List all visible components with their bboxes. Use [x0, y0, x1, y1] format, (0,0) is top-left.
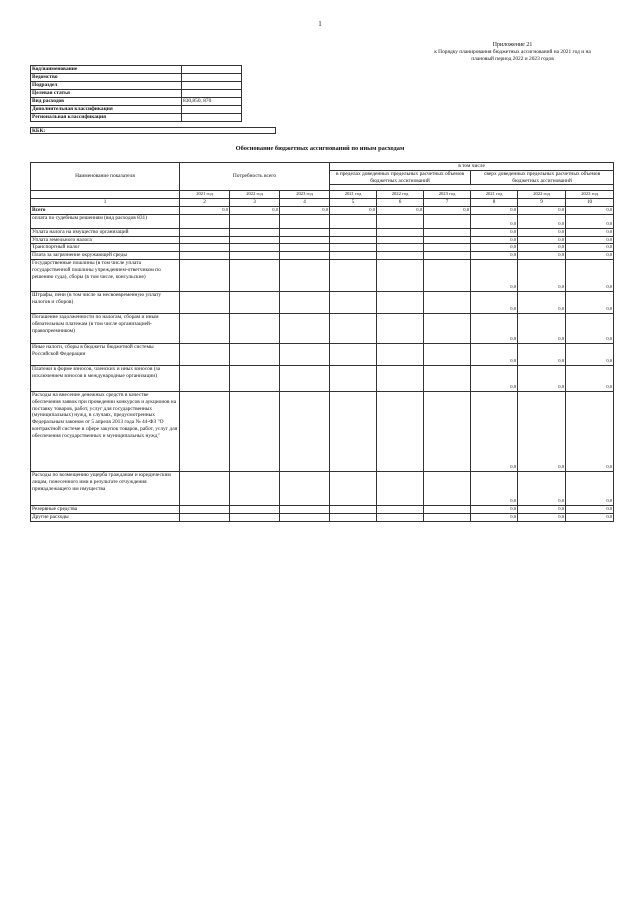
table-row [31, 252, 614, 260]
row-value [280, 391, 330, 471]
row-value [280, 228, 330, 236]
row-value: 0,0 [566, 228, 614, 236]
table-row [31, 291, 614, 313]
row-value: 0,0 [471, 513, 518, 521]
row-value [424, 214, 471, 228]
page-number: 1 [318, 20, 322, 28]
row-value [377, 244, 424, 252]
row-value: 0,0 [566, 365, 614, 391]
row-name: Другие расходы [31, 513, 180, 521]
row-value [330, 259, 377, 291]
row-value [424, 236, 471, 244]
col-header-within-limits: в пределах доведенных предельных расчетных объемов бюджетных ассигнований [330, 170, 471, 185]
row-value [280, 236, 330, 244]
row-value [280, 365, 330, 391]
row-value [280, 343, 330, 365]
row-value: 0,0 [566, 259, 614, 291]
row-value [377, 505, 424, 513]
table-row [31, 244, 614, 252]
row-value [424, 228, 471, 236]
row-name: Государственные пошлины (в том числе уплата государственной пошлины учреждением-ответчиком по решению суда), сборы (в том числе, консульские) [31, 259, 180, 291]
appendix-note [405, 42, 620, 63]
row-value: 0,0 [471, 244, 518, 252]
row-value [280, 313, 330, 343]
row-value [377, 313, 424, 343]
row-value [180, 228, 230, 236]
row-name: Расходы по возмещению ущерба гражданам и юридическим лицам, понесенного ими в результате отчуждения принадлежащего им имущества [31, 471, 180, 505]
header-row [31, 66, 242, 74]
row-value: 0,0 [230, 206, 280, 214]
column-index: 4 [280, 199, 330, 207]
row-value: 0,0 [518, 214, 566, 228]
document-title: Обоснование бюджетных ассигнований по иным расходам [235, 145, 405, 152]
row-value [424, 244, 471, 252]
row-value [230, 343, 280, 365]
year-header: 2023 год [566, 191, 614, 199]
row-value: 0,0 [566, 236, 614, 244]
row-value: 0,0 [518, 236, 566, 244]
row-value [377, 259, 424, 291]
row-value [180, 244, 230, 252]
row-value [330, 236, 377, 244]
row-value [230, 513, 280, 521]
years-row [31, 191, 614, 199]
col-header-need: Потребность всего [180, 163, 330, 191]
row-value: 0,0 [518, 343, 566, 365]
row-value [424, 291, 471, 313]
row-name: Штрафы, пени (в том числе за несвоевременную уплату налогов и сборов) [31, 291, 180, 313]
row-value: 0,0 [280, 206, 330, 214]
row-value [424, 471, 471, 505]
row-value: 0,0 [566, 391, 614, 471]
header-value [182, 114, 242, 122]
row-value: 0,0 [566, 343, 614, 365]
row-value: 0,0 [518, 505, 566, 513]
row-value [280, 214, 330, 228]
row-value: 0,0 [518, 313, 566, 343]
col-header-name: Наименование показателя [31, 163, 180, 191]
column-index: 5 [330, 199, 377, 207]
row-value [230, 252, 280, 260]
table-row [31, 228, 614, 236]
header-label: Ведомство [31, 74, 182, 82]
table-row [31, 259, 614, 291]
row-value: 0,0 [518, 228, 566, 236]
row-name: Уплата земельного налога [31, 236, 180, 244]
row-value: 0,0 [566, 206, 614, 214]
row-value [180, 471, 230, 505]
row-value [330, 365, 377, 391]
row-value: 0,0 [518, 252, 566, 260]
row-value [280, 471, 330, 505]
row-value [424, 313, 471, 343]
row-value: 0,0 [471, 259, 518, 291]
column-index: 2 [180, 199, 230, 207]
row-value [377, 391, 424, 471]
row-value [230, 228, 280, 236]
row-value [280, 244, 330, 252]
row-value [180, 214, 230, 228]
header-value [182, 66, 242, 74]
header-label: Вид расходов [31, 98, 182, 106]
header-row [31, 98, 242, 106]
year-header: 2021 год [330, 191, 377, 199]
row-name: Иные налоги, сборы в бюджеты бюджетной системы Российской Федерации [31, 343, 180, 365]
row-value: 0,0 [471, 365, 518, 391]
row-value [424, 343, 471, 365]
header-row [31, 74, 242, 82]
year-header: 2022 год [230, 191, 280, 199]
row-value: 0,0 [518, 513, 566, 521]
table-row [31, 313, 614, 343]
header-label: Целевая статья [31, 90, 182, 98]
header-value [182, 90, 242, 98]
row-value [424, 365, 471, 391]
kbk-label: КБК: [30, 127, 276, 134]
row-value [330, 513, 377, 521]
table-row [31, 513, 614, 521]
row-value [377, 471, 424, 505]
row-name: Резервные средства [31, 505, 180, 513]
row-value: 0,0 [377, 206, 424, 214]
row-value [230, 244, 280, 252]
row-value: 0,0 [471, 214, 518, 228]
column-index: 6 [377, 199, 424, 207]
row-value: 0,0 [471, 313, 518, 343]
row-value: 0,0 [518, 291, 566, 313]
row-value [180, 513, 230, 521]
table-row [31, 343, 614, 365]
header-row [31, 90, 242, 98]
header-value [182, 106, 242, 114]
row-value: 0,0 [471, 505, 518, 513]
row-value: 0,0 [566, 513, 614, 521]
row-value: 0,0 [566, 471, 614, 505]
appendix-line-1: к Порядку планирования бюджетных ассигнований на 2021 год и на [434, 49, 591, 55]
row-value [180, 343, 230, 365]
row-value: 0,0 [518, 206, 566, 214]
row-value [230, 471, 280, 505]
col-header-over-limits: сверх доведенных предельных расчетных объемов бюджетных ассигнований [471, 170, 614, 185]
row-value [330, 505, 377, 513]
row-name: Транспортный налог [31, 244, 180, 252]
row-value [424, 391, 471, 471]
year-header: 2022 год [377, 191, 424, 199]
row-value [424, 259, 471, 291]
row-value [424, 513, 471, 521]
row-name: Всего [31, 206, 180, 214]
header-label: Дополнительная классификация [31, 106, 182, 114]
table-row [31, 365, 614, 391]
row-value: 0,0 [471, 252, 518, 260]
row-value [330, 228, 377, 236]
row-value: 0,0 [518, 365, 566, 391]
header-value [182, 82, 242, 90]
row-value: 0,0 [330, 206, 377, 214]
column-index: 1 [31, 199, 180, 207]
header-value: 830,850, 870 [182, 98, 242, 106]
row-value [180, 391, 230, 471]
header-label: Региональная классификация [31, 114, 182, 122]
row-value: 0,0 [471, 391, 518, 471]
year-header: 2021 год [471, 191, 518, 199]
row-value [230, 259, 280, 291]
year-header: 2023 год [424, 191, 471, 199]
row-value [330, 313, 377, 343]
row-value: 0,0 [566, 252, 614, 260]
row-value: 0,0 [471, 228, 518, 236]
row-value [377, 214, 424, 228]
header-classification-table [30, 65, 242, 122]
row-value: 0,0 [471, 471, 518, 505]
year-header: 2021 год [180, 191, 230, 199]
row-value [230, 391, 280, 471]
header-row [31, 106, 242, 114]
row-name: Уплата налога на имущество организаций [31, 228, 180, 236]
row-value [330, 391, 377, 471]
column-index-row [31, 199, 614, 207]
row-value: 0,0 [518, 391, 566, 471]
header-row [31, 82, 242, 90]
row-name: Погашение задолженности по налогам, сборам и иным обязательным платежам (в том числе организацией-правопреемником) [31, 313, 180, 343]
row-value [180, 236, 230, 244]
row-value [330, 343, 377, 365]
row-name: оплата по судебным решениям (вид расходов 831) [31, 214, 180, 228]
table-row [31, 471, 614, 505]
row-value [377, 228, 424, 236]
row-value [230, 291, 280, 313]
row-value [330, 471, 377, 505]
table-row [31, 214, 614, 228]
row-value [280, 291, 330, 313]
row-value [180, 291, 230, 313]
row-value [330, 291, 377, 313]
header-label: Подраздел [31, 82, 182, 90]
row-value [377, 343, 424, 365]
row-value [377, 252, 424, 260]
row-value [377, 365, 424, 391]
row-value [330, 214, 377, 228]
row-value: 0,0 [180, 206, 230, 214]
table-row [31, 206, 614, 214]
row-value [230, 214, 280, 228]
header-value [182, 74, 242, 82]
table-row [31, 391, 614, 471]
row-value: 0,0 [471, 236, 518, 244]
row-value [230, 236, 280, 244]
row-value: 0,0 [471, 291, 518, 313]
row-value [280, 505, 330, 513]
row-name: Платежи в форме взносов, членских и иных взносов (за исключением взносов в международные организации) [31, 365, 180, 391]
appendix-title: Приложение 21 [492, 42, 533, 48]
row-value [330, 244, 377, 252]
years-row-blank [31, 191, 180, 199]
row-value [330, 252, 377, 260]
year-header: 2022 год [518, 191, 566, 199]
row-value: 0,0 [566, 505, 614, 513]
year-header: 2023 год [280, 191, 330, 199]
row-value: 0,0 [566, 214, 614, 228]
row-value [180, 365, 230, 391]
header-label: Код/наименование [31, 66, 182, 74]
row-name: Расходы на внесение денежных средств в качестве обеспечения заявок при проведении конкурсов и аукционов на поставку товаров, работ, услуг для государственных (муниципальных) нужд, в случаях, предусмотренных Федеральным законом от 5 апреля 2013 года № 44-ФЗ "О контрактной системе в сфере закупок товаров, работ, услуг для обеспечения государственных и муниципальных нужд" [31, 391, 180, 471]
row-value: 0,0 [566, 291, 614, 313]
row-value [424, 505, 471, 513]
budget-justification-table [30, 162, 614, 522]
column-index: 8 [471, 199, 518, 207]
row-value [280, 259, 330, 291]
row-value: 0,0 [566, 313, 614, 343]
row-value [180, 252, 230, 260]
row-value [377, 291, 424, 313]
table-row [31, 236, 614, 244]
row-name: Плата за загрязнение окружающей среды [31, 252, 180, 260]
column-index: 9 [518, 199, 566, 207]
row-value [180, 259, 230, 291]
row-value [180, 313, 230, 343]
row-value: 0,0 [424, 206, 471, 214]
row-value [280, 513, 330, 521]
column-index: 3 [230, 199, 280, 207]
row-value: 0,0 [471, 206, 518, 214]
row-value [377, 513, 424, 521]
row-value [280, 252, 330, 260]
row-value [180, 505, 230, 513]
column-index: 7 [424, 199, 471, 207]
column-index: 10 [566, 199, 614, 207]
table-row [31, 505, 614, 513]
row-value: 0,0 [518, 244, 566, 252]
row-value [230, 365, 280, 391]
row-value: 0,0 [518, 259, 566, 291]
row-value [230, 313, 280, 343]
row-value [377, 236, 424, 244]
row-value: 0,0 [566, 244, 614, 252]
row-value [424, 252, 471, 260]
row-value: 0,0 [518, 471, 566, 505]
col-header-including: в том числе [330, 163, 614, 171]
row-value [230, 505, 280, 513]
header-row [31, 114, 242, 122]
appendix-line-2: плановый период 2022 и 2023 годов [471, 56, 554, 62]
row-value: 0,0 [471, 343, 518, 365]
